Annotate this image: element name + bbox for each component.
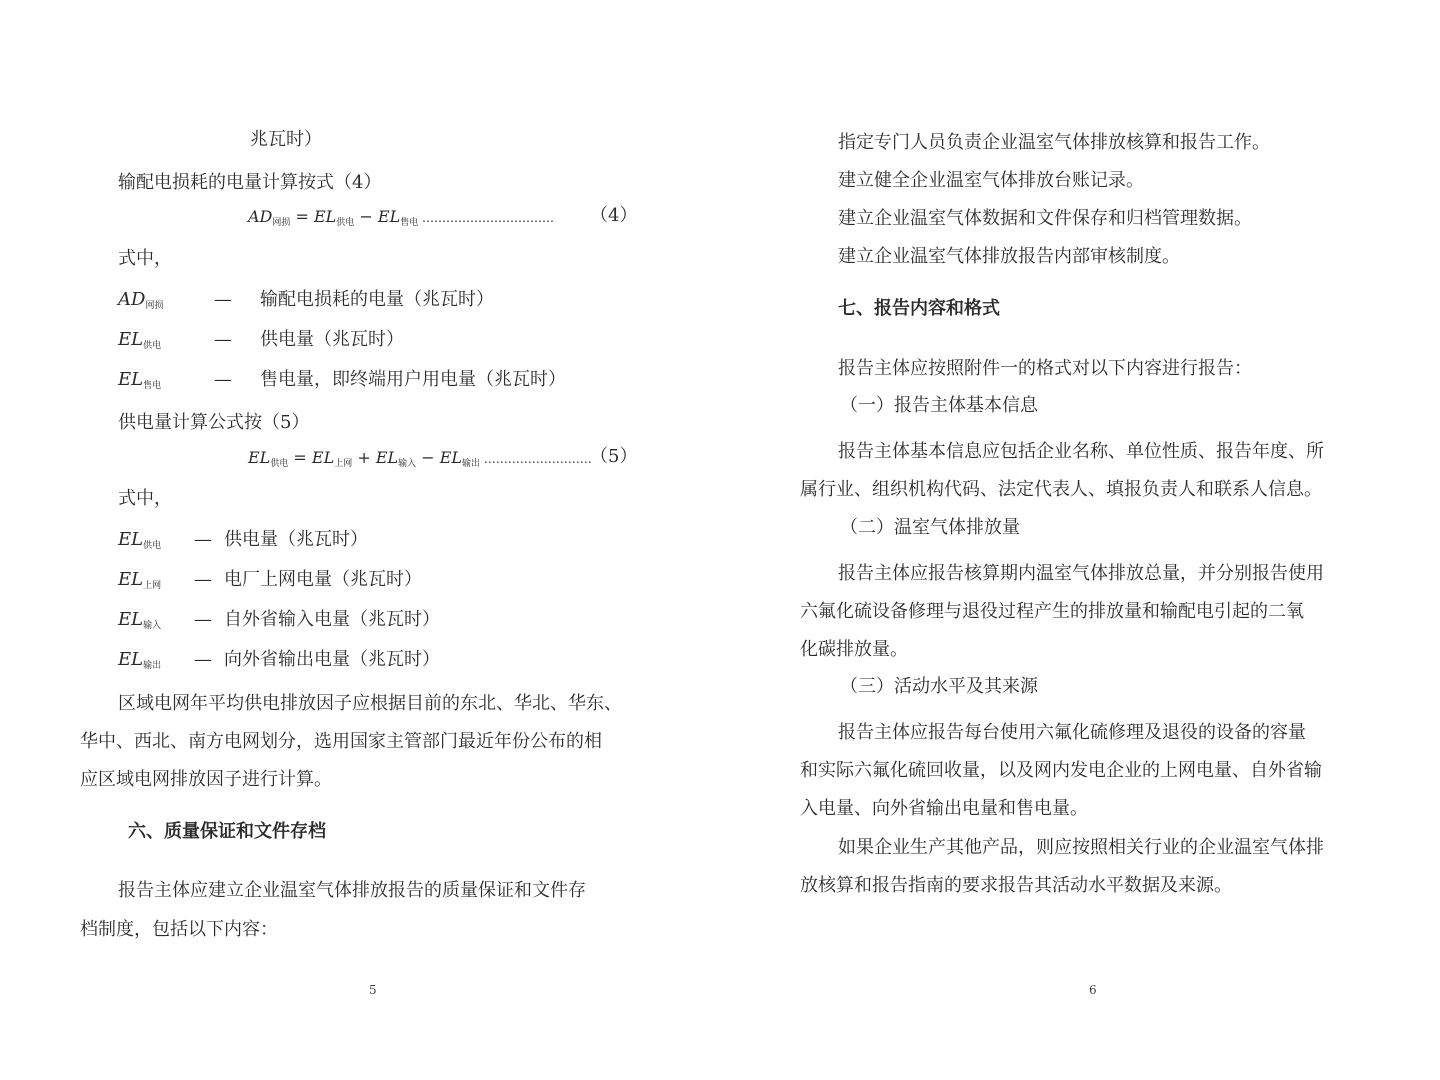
text-line: 兆瓦时）: [250, 129, 322, 150]
sub-heading: （一）报告主体基本信息: [840, 395, 1038, 416]
def-text: 电厂上网电量（兆瓦时）: [224, 569, 422, 590]
paragraph-line: 和实际六氟化硫回收量，以及网内发电企业的上网电量、自外省输: [800, 760, 1322, 781]
page-number: 5: [369, 983, 377, 997]
paragraph-line: 属行业、组织机构代码、法定代表人、填报负责人和联系人信息。: [800, 479, 1322, 500]
formula-4: $AD_{网损} = EL_{供电} - EL_{售电}$ ……………………………: [248, 207, 555, 228]
def-text: 售电量，即终端用户用电量（兆瓦时）: [260, 369, 566, 390]
list-item: 建立健全企业温室气体排放台账记录。: [838, 170, 1144, 191]
def-text: 输配电损耗的电量（兆瓦时）: [260, 289, 494, 310]
paragraph-line: 六氟化硫设备修理与退役过程产生的排放量和输配电引起的二氧: [800, 601, 1304, 622]
paragraph-line: 入电量、向外省输出电量和售电量。: [800, 798, 1088, 819]
def-symbol: $EL_{供电}$: [118, 529, 162, 551]
formula-5: $EL_{供电} = EL_{上网} + EL_{输入} - EL_{输出}$ ………………………: [248, 448, 592, 469]
section-heading: 六、质量保证和文件存档: [128, 821, 326, 842]
def-dash: —: [194, 649, 212, 670]
def-text: 向外省输出电量（兆瓦时）: [224, 649, 440, 670]
def-dash: —: [214, 329, 232, 350]
list-item: 指定专门人员负责企业温室气体排放核算和报告工作。: [838, 132, 1270, 153]
paragraph-line: 报告主体应报告每台使用六氟化硫修理及退役的设备的容量: [838, 722, 1306, 743]
paragraph-line: 报告主体应报告核算期内温室气体排放总量，并分别报告使用: [838, 563, 1324, 584]
list-item: 建立企业温室气体数据和文件保存和归档管理数据。: [838, 208, 1252, 229]
def-text: 自外省输入电量（兆瓦时）: [224, 609, 440, 630]
formula-5-number: （5）: [590, 446, 638, 467]
def-text: 供电量（兆瓦时）: [260, 329, 404, 350]
paragraph-line: 应区域电网排放因子进行计算。: [80, 769, 332, 790]
section-heading: 七、报告内容和格式: [838, 298, 1000, 319]
paragraph-line: 报告主体基本信息应包括企业名称、单位性质、报告年度、所: [838, 441, 1324, 462]
def-dash: —: [214, 289, 232, 310]
def-dash: —: [214, 369, 232, 390]
def-text: 供电量（兆瓦时）: [224, 529, 368, 550]
paragraph-line: 区域电网年平均供电排放因子应根据目前的东北、华北、华东、: [118, 693, 622, 714]
def-symbol: $AD_{网损}$: [118, 289, 164, 311]
sub-heading: （二）温室气体排放量: [840, 517, 1020, 538]
paragraph-line: 放核算和报告指南的要求报告其活动水平数据及来源。: [800, 875, 1232, 896]
paragraph-line: 如果企业生产其他产品，则应按照相关行业的企业温室气体排: [838, 837, 1324, 858]
page-number: 6: [1089, 983, 1097, 997]
text-line: 输配电损耗的电量计算按式（4）: [118, 172, 382, 193]
text-line: 式中，: [118, 488, 172, 509]
right-page: [720, 0, 1440, 1080]
def-symbol: $EL_{售电}$: [118, 369, 162, 391]
paragraph-line: 华中、西北、南方电网划分，选用国家主管部门最近年份公布的相: [80, 731, 602, 752]
def-dash: —: [194, 609, 212, 630]
def-symbol: $EL_{输出}$: [118, 649, 162, 671]
paragraph-line: 化碳排放量。: [800, 639, 908, 660]
def-symbol: $EL_{上网}$: [118, 569, 162, 591]
def-dash: —: [194, 529, 212, 550]
paragraph-line: 档制度，包括以下内容：: [80, 919, 278, 940]
text-line: 式中，: [118, 248, 172, 269]
text-line: 供电量计算公式按（5）: [118, 412, 310, 433]
formula-4-number: （4）: [590, 205, 638, 226]
def-symbol: $EL_{供电}$: [118, 329, 162, 351]
def-symbol: $EL_{输入}$: [118, 609, 162, 631]
paragraph-line: 报告主体应按照附件一的格式对以下内容进行报告：: [838, 358, 1252, 379]
sub-heading: （三）活动水平及其来源: [840, 676, 1038, 697]
paragraph-line: 报告主体应建立企业温室气体排放报告的质量保证和文件存: [118, 880, 586, 901]
def-dash: —: [194, 569, 212, 590]
list-item: 建立企业温室气体排放报告内部审核制度。: [838, 246, 1180, 267]
